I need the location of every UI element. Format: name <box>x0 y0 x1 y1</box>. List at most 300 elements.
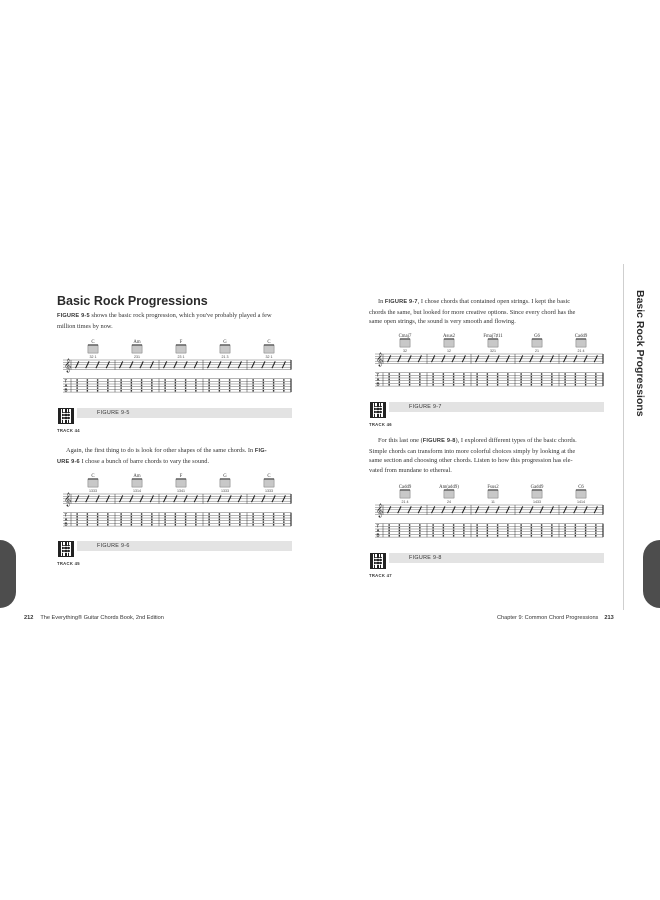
chord-name: Am <box>133 474 141 479</box>
tab-fret-number <box>208 385 209 387</box>
tab-fret-number <box>497 535 498 537</box>
tab-fret-number <box>585 384 586 386</box>
tab-fret-number <box>419 535 420 537</box>
figure-caption-bar <box>389 402 604 412</box>
tab-fret-number <box>551 381 552 383</box>
treble-clef-icon: 𝄞 <box>376 503 384 517</box>
tab-fret-number <box>463 384 464 386</box>
tab-fret-number <box>107 379 108 381</box>
chord-chart-figure-9-5 <box>57 338 293 406</box>
tab-fret-number <box>443 524 444 526</box>
tab-fret-number <box>443 384 444 386</box>
tab-fret-number <box>107 513 108 515</box>
tab-fret-number <box>164 521 165 523</box>
tab-fret-number <box>507 373 508 375</box>
tab-fret-number <box>120 524 121 526</box>
tab-fret-number <box>575 376 576 378</box>
tab-fret-number <box>97 521 98 523</box>
tab-fret-number <box>520 532 521 534</box>
section-heading: Basic Rock Progressions <box>57 294 208 308</box>
tab-fret-number <box>141 382 142 384</box>
left-footer <box>24 615 164 621</box>
tab-fret-number <box>443 379 444 381</box>
tab-fret-number <box>564 376 565 378</box>
tab-fret-number <box>531 535 532 537</box>
tab-fret-number <box>76 382 77 384</box>
chord-name: G <box>223 340 227 345</box>
tab-fret-number <box>120 516 121 518</box>
tab-fret-number <box>453 527 454 529</box>
tab-fret-number <box>551 376 552 378</box>
tab-fret-number <box>252 390 253 392</box>
tab-fret-number <box>252 516 253 518</box>
tab-fret-number <box>107 387 108 389</box>
tab-fret-number <box>239 385 240 387</box>
tab-fret-number <box>87 513 88 515</box>
chord-diagram <box>399 334 412 353</box>
tab-fret-number <box>131 524 132 526</box>
paragraph-text: For this last one ( <box>378 437 423 444</box>
tab-fret-number <box>107 519 108 521</box>
tab-fret-number <box>195 524 196 526</box>
tab-fret-number <box>120 385 121 387</box>
tab-fret-number <box>185 385 186 387</box>
tab-fret-number <box>575 384 576 386</box>
tab-fret-number <box>252 379 253 381</box>
track-label: TRACK 46 <box>369 422 392 427</box>
chord-diagram <box>576 485 586 504</box>
tab-fret-number <box>520 535 521 537</box>
tab-fret-number <box>575 532 576 534</box>
tab-fret-number <box>273 521 274 523</box>
tab-fret-number <box>151 387 152 389</box>
tab-fret-number <box>541 379 542 381</box>
tab-fret-number <box>219 516 220 518</box>
tab-fret-number <box>487 373 488 375</box>
chord-name: G6 <box>534 334 540 339</box>
chord-diagram <box>399 485 412 504</box>
tab-fret-number <box>239 516 240 518</box>
tab-fret-number <box>575 535 576 537</box>
tab-fret-number <box>229 390 230 392</box>
tab-fret-number <box>399 530 400 532</box>
chord-diagram <box>220 340 230 359</box>
chord-diagram <box>132 474 142 493</box>
tab-fret-number <box>476 379 477 381</box>
tab-fret-number <box>463 381 464 383</box>
tab-fret-number <box>388 535 389 537</box>
tab-fret-number <box>195 385 196 387</box>
chord-name: Am(add9) <box>439 485 459 490</box>
tab-fret-number <box>185 521 186 523</box>
tab-fret-number <box>419 376 420 378</box>
tab-fret-number <box>507 535 508 537</box>
tab-fret-number <box>419 532 420 534</box>
tab-fret-number <box>497 373 498 375</box>
tab-fret-number <box>120 521 121 523</box>
treble-clef-icon: 𝄞 <box>64 492 72 506</box>
tab-fret-number <box>388 384 389 386</box>
tab-fret-number <box>551 530 552 532</box>
tab-fret-number <box>195 390 196 392</box>
tab-fret-number <box>399 524 400 526</box>
tab-fret-number <box>432 535 433 537</box>
tab-fret-number <box>263 385 264 387</box>
tab-fret-number <box>239 519 240 521</box>
tab-fret-number <box>595 381 596 383</box>
tab-fret-number <box>399 376 400 378</box>
tab-fret-number <box>487 532 488 534</box>
tab-fret-number <box>507 530 508 532</box>
tab-fret-number <box>219 387 220 389</box>
section-tab-label: Basic Rock Progressions <box>634 290 646 417</box>
chord-fingering: 1433 <box>533 500 541 504</box>
chord-diagram <box>487 485 499 504</box>
tab-fret-number <box>107 390 108 392</box>
tab-fret-number <box>87 390 88 392</box>
tab-fret-number <box>541 527 542 529</box>
tab-fret-number <box>443 532 444 534</box>
tab-fret-number <box>263 524 264 526</box>
tab-fret-number <box>497 524 498 526</box>
chord-chart-figure-9-7 <box>369 332 605 400</box>
tab-fret-number <box>208 387 209 389</box>
tab-fret-number <box>76 519 77 521</box>
tab-fret-number <box>97 382 98 384</box>
tab-fret-number <box>107 385 108 387</box>
left-paragraph-1 <box>57 311 297 331</box>
tab-fret-number <box>399 535 400 537</box>
tab-fret-number <box>151 390 152 392</box>
qr-code-icon[interactable] <box>370 402 386 418</box>
tab-fret-number <box>409 384 410 386</box>
chord-name: C <box>267 474 271 479</box>
tab-fret-number <box>76 379 77 381</box>
tab-clef: A <box>376 528 380 533</box>
tab-fret-number <box>585 373 586 375</box>
chord-name: C <box>91 340 95 345</box>
tab-fret-number <box>409 381 410 383</box>
tab-fret-number <box>208 516 209 518</box>
chord-diagram <box>264 474 274 493</box>
tab-fret-number <box>263 521 264 523</box>
qr-code-icon[interactable] <box>58 541 74 557</box>
tab-fret-number <box>175 379 176 381</box>
tab-clef: A <box>64 383 68 388</box>
paragraph-text: I chose a bunch of barre chords to vary the sound. <box>79 457 210 465</box>
tab-fret-number <box>507 381 508 383</box>
tab-fret-number <box>595 384 596 386</box>
tab-fret-number <box>507 527 508 529</box>
figure-caption-bar <box>389 553 604 563</box>
tab-fret-number <box>164 385 165 387</box>
tab-fret-number <box>453 373 454 375</box>
tab-fret-number <box>520 384 521 386</box>
tab-clef: B <box>376 381 380 387</box>
tab-fret-number <box>208 521 209 523</box>
tab-fret-number <box>239 513 240 515</box>
tab-fret-number <box>595 535 596 537</box>
tab-fret-number <box>463 532 464 534</box>
tab-fret-number <box>432 532 433 534</box>
tab-fret-number <box>551 379 552 381</box>
tab-fret-number <box>76 521 77 523</box>
tab-fret-number <box>120 379 121 381</box>
chord-name: Cadd9 <box>574 334 588 339</box>
chord-fingering: 1314 <box>133 489 141 493</box>
figure-caption: FIGURE 9-8 <box>409 555 442 561</box>
qr-code-icon[interactable] <box>58 408 74 424</box>
chord-fingering: 12 <box>447 349 451 353</box>
tab-fret-number <box>575 379 576 381</box>
tab-fret-number <box>164 519 165 521</box>
tab-fret-number <box>185 387 186 389</box>
tab-fret-number <box>175 382 176 384</box>
tab-fret-number <box>463 379 464 381</box>
tab-fret-number <box>131 516 132 518</box>
tab-fret-number <box>195 516 196 518</box>
chord-fingering: 1333 <box>265 489 273 493</box>
chord-diagram <box>132 340 142 359</box>
tab-fret-number <box>283 385 284 387</box>
tab-fret-number <box>463 524 464 526</box>
tab-clef: T <box>64 512 68 518</box>
tab-fret-number <box>585 376 586 378</box>
qr-code-icon[interactable] <box>370 553 386 569</box>
tab-fret-number <box>541 530 542 532</box>
tab-fret-number <box>219 382 220 384</box>
paragraph-text: same open strings, the sound is very smooth and flowing. <box>369 318 516 326</box>
tab-fret-number <box>497 379 498 381</box>
tab-fret-number <box>185 524 186 526</box>
tab-fret-number <box>141 513 142 515</box>
chord-fingering: 21 4 <box>401 500 409 504</box>
tab-fret-number <box>151 521 152 523</box>
tab-fret-number <box>564 527 565 529</box>
tab-fret-number <box>263 387 264 389</box>
chord-diagram <box>531 485 544 504</box>
tab-fret-number <box>164 379 165 381</box>
tab-fret-number <box>175 521 176 523</box>
tab-fret-number <box>87 382 88 384</box>
tab-fret-number <box>463 530 464 532</box>
tab-fret-number <box>575 530 576 532</box>
tab-fret-number <box>432 381 433 383</box>
tab-fret-number <box>409 379 410 381</box>
chord-diagram <box>483 333 503 353</box>
tab-fret-number <box>208 390 209 392</box>
tab-fret-number <box>476 384 477 386</box>
tab-fret-number <box>409 376 410 378</box>
tab-fret-number <box>229 387 230 389</box>
figure-reference: FIGURE 9-7 <box>384 299 418 305</box>
tab-fret-number <box>141 516 142 518</box>
tab-fret-number <box>575 373 576 375</box>
tab-fret-number <box>175 385 176 387</box>
paragraph-text: In <box>378 298 385 305</box>
tab-fret-number <box>531 532 532 534</box>
chord-chart-svg <box>57 338 293 406</box>
tab-fret-number <box>195 382 196 384</box>
chord-fingering: 32 1 <box>89 355 97 359</box>
chord-chart-figure-9-6 <box>57 472 293 538</box>
tab-fret-number <box>497 532 498 534</box>
tab-fret-number <box>239 524 240 526</box>
tab-fret-number <box>273 385 274 387</box>
tab-fret-number <box>497 527 498 529</box>
tab-fret-number <box>263 513 264 515</box>
tab-fret-number <box>551 535 552 537</box>
chord-diagram <box>88 474 98 493</box>
tab-fret-number <box>131 387 132 389</box>
tab-fret-number <box>219 513 220 515</box>
tab-fret-number <box>151 513 152 515</box>
tab-clef: B <box>64 521 68 527</box>
tab-fret-number <box>520 527 521 529</box>
tab-fret-number <box>453 532 454 534</box>
tab-fret-number <box>229 521 230 523</box>
tab-fret-number <box>507 384 508 386</box>
chord-name: G <box>223 474 227 479</box>
tab-fret-number <box>595 379 596 381</box>
book-title: The Everything® Guitar Chords Book, 2nd Edition <box>40 615 164 621</box>
tab-fret-number <box>131 390 132 392</box>
figure-caption: FIGURE 9-7 <box>409 404 442 410</box>
tab-fret-number <box>595 376 596 378</box>
tab-fret-number <box>575 524 576 526</box>
tab-fret-number <box>541 373 542 375</box>
tab-fret-number <box>76 524 77 526</box>
tab-clef: B <box>376 532 380 538</box>
tab-fret-number <box>443 373 444 375</box>
tab-fret-number <box>551 532 552 534</box>
tab-fret-number <box>551 384 552 386</box>
tab-fret-number <box>151 516 152 518</box>
tab-fret-number <box>419 524 420 526</box>
tab-fret-number <box>520 376 521 378</box>
tab-fret-number <box>97 385 98 387</box>
tab-fret-number <box>541 532 542 534</box>
tab-fret-number <box>551 524 552 526</box>
chord-chart-figure-9-8 <box>369 483 605 551</box>
tab-fret-number <box>164 524 165 526</box>
chord-name: C6 <box>578 485 584 490</box>
tab-fret-number <box>595 524 596 526</box>
tab-fret-number <box>399 373 400 375</box>
tab-fret-number <box>229 379 230 381</box>
tab-fret-number <box>185 513 186 515</box>
tab-fret-number <box>76 385 77 387</box>
chord-diagram <box>443 334 456 353</box>
tab-fret-number <box>252 519 253 521</box>
chord-fingering: 21 <box>535 349 539 353</box>
tab-fret-number <box>263 382 264 384</box>
tab-fret-number <box>585 535 586 537</box>
tab-clef: T <box>64 378 68 384</box>
tab-fret-number <box>531 379 532 381</box>
chord-fingering: 32 <box>403 349 407 353</box>
right-paragraph-2 <box>369 436 605 475</box>
tab-fret-number <box>419 527 420 529</box>
section-divider-rule <box>623 264 624 610</box>
tab-fret-number <box>476 527 477 529</box>
tab-fret-number <box>399 379 400 381</box>
tab-fret-number <box>531 384 532 386</box>
figure-caption: FIGURE 9-6 <box>97 543 130 549</box>
tab-fret-number <box>208 524 209 526</box>
tab-fret-number <box>273 516 274 518</box>
tab-fret-number <box>585 379 586 381</box>
tab-fret-number <box>443 535 444 537</box>
chord-chart-svg <box>369 332 605 400</box>
tab-fret-number <box>497 530 498 532</box>
tab-fret-number <box>443 381 444 383</box>
tab-fret-number <box>564 373 565 375</box>
tab-fret-number <box>141 521 142 523</box>
tab-fret-number <box>273 524 274 526</box>
paragraph-text: Simple chords can transform into more colorful choices simply by looking at the <box>369 447 576 455</box>
tab-fret-number <box>487 379 488 381</box>
chord-name: C <box>267 340 271 345</box>
tab-fret-number <box>208 519 209 521</box>
tab-fret-number <box>585 381 586 383</box>
tab-fret-number <box>185 519 186 521</box>
tab-fret-number <box>120 513 121 515</box>
tab-fret-number <box>283 524 284 526</box>
tab-fret-number <box>175 387 176 389</box>
tab-fret-number <box>208 379 209 381</box>
tab-fret-number <box>120 382 121 384</box>
tab-fret-number <box>87 519 88 521</box>
tab-fret-number <box>107 382 108 384</box>
tab-fret-number <box>476 376 477 378</box>
tab-clef: A <box>64 517 68 522</box>
tab-fret-number <box>273 379 274 381</box>
tab-fret-number <box>564 530 565 532</box>
tab-fret-number <box>273 387 274 389</box>
tab-fret-number <box>273 513 274 515</box>
tab-fret-number <box>97 516 98 518</box>
tab-fret-number <box>283 521 284 523</box>
chord-name: Cmaj7 <box>398 334 412 339</box>
tab-fret-number <box>507 532 508 534</box>
tab-fret-number <box>185 382 186 384</box>
page-number: 213 <box>604 615 614 621</box>
tab-fret-number <box>283 390 284 392</box>
tab-fret-number <box>185 379 186 381</box>
tab-fret-number <box>76 390 77 392</box>
tab-fret-number <box>131 379 132 381</box>
figure-reference: URE 9-6 <box>57 458 80 465</box>
treble-clef-icon: 𝄞 <box>376 352 384 366</box>
chord-name: F <box>179 340 183 345</box>
tab-fret-number <box>409 530 410 532</box>
tab-fret-number <box>497 384 498 386</box>
tab-fret-number <box>419 384 420 386</box>
left-paragraph-2 <box>57 446 297 467</box>
tab-fret-number <box>443 527 444 529</box>
paragraph-text: same section and choosing other chords. Listen to how this progression has ele- <box>369 457 573 465</box>
chord-diagram <box>575 334 588 353</box>
tab-fret-number <box>432 527 433 529</box>
tab-fret-number <box>476 532 477 534</box>
tab-fret-number <box>432 530 433 532</box>
tab-fret-number <box>131 385 132 387</box>
tab-fret-number <box>497 381 498 383</box>
tab-fret-number <box>131 521 132 523</box>
paragraph-text: , I chose chords that contained open strings. I kept the basic <box>417 298 571 305</box>
chord-fingering: 321 <box>490 349 496 353</box>
